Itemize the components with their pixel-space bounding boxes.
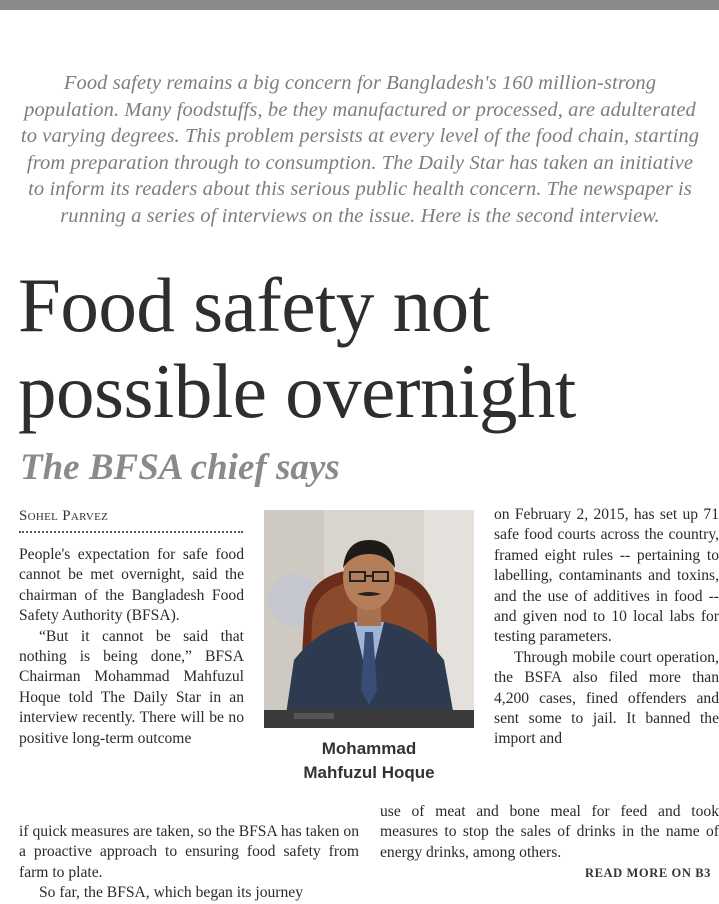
portrait-photo xyxy=(264,510,474,728)
byline: Sohel Parvez xyxy=(19,508,109,524)
body-column-1 xyxy=(19,545,244,749)
subheadline: The BFSA chief says xyxy=(20,447,340,488)
intro-blurb: Food safety remains a big concern for Bangladesh's 160 million-strong population. Many foodstuffs, be they manufactured or processed, are adulterated to varying degrees. This problem persists at every level of the food chain, starting from preparation through to consumption. The Daily Star has taken an initiative to inform its readers about this serious public health concern. The newspaper is running a series of interviews on the issue. Here is the second interview. xyxy=(20,72,700,227)
body-wide-right xyxy=(380,802,719,863)
portrait-illustration xyxy=(264,510,474,728)
read-more-link[interactable]: READ MORE ON B3 xyxy=(584,866,711,880)
paragraph: if quick measures are taken, so the BFSA has taken on a proactive approach to ensuring food safety from farm to plate. xyxy=(19,823,359,881)
caption-line: Mohammad xyxy=(321,739,417,758)
caption-line: Mahfuzul Hoque xyxy=(303,763,435,782)
body-column-3 xyxy=(494,505,719,750)
paragraph: So far, the BFSA, which began its journey xyxy=(39,884,304,902)
paragraph: “But it cannot be said that nothing is being done,” BFSA Chairman Mohammad Mahfuzul Hoque told The Daily Star in an interview recently. There will be no positive long-term outcome xyxy=(19,627,244,747)
paragraph: People's expectation for safe food cannot be met overnight, said the chairman of the Bangladesh Food Safety Authority (BFSA). xyxy=(19,546,244,625)
paragraph: on February 2, 2015, has set up 71 safe food courts across the country, framed eight rules -- pertaining to labelling, contaminants and toxins, and the use of additives in food -- and given nod to 10 local labs for testing parameters. xyxy=(494,506,719,646)
byline-divider xyxy=(19,531,243,533)
body-wide-left xyxy=(19,822,359,904)
photo-caption xyxy=(264,737,474,785)
top-rule xyxy=(0,0,719,10)
paragraph: Through mobile court operation, the BSFA also filed more than 4,200 cases, fined offenders and sent some to jail. It banned the import and xyxy=(494,648,719,748)
headline: Food safety not possible overnight xyxy=(18,262,576,434)
paragraph: use of meat and bone meal for feed and took measures to stop the sales of drinks in the name of energy drinks, among others. xyxy=(380,803,719,861)
